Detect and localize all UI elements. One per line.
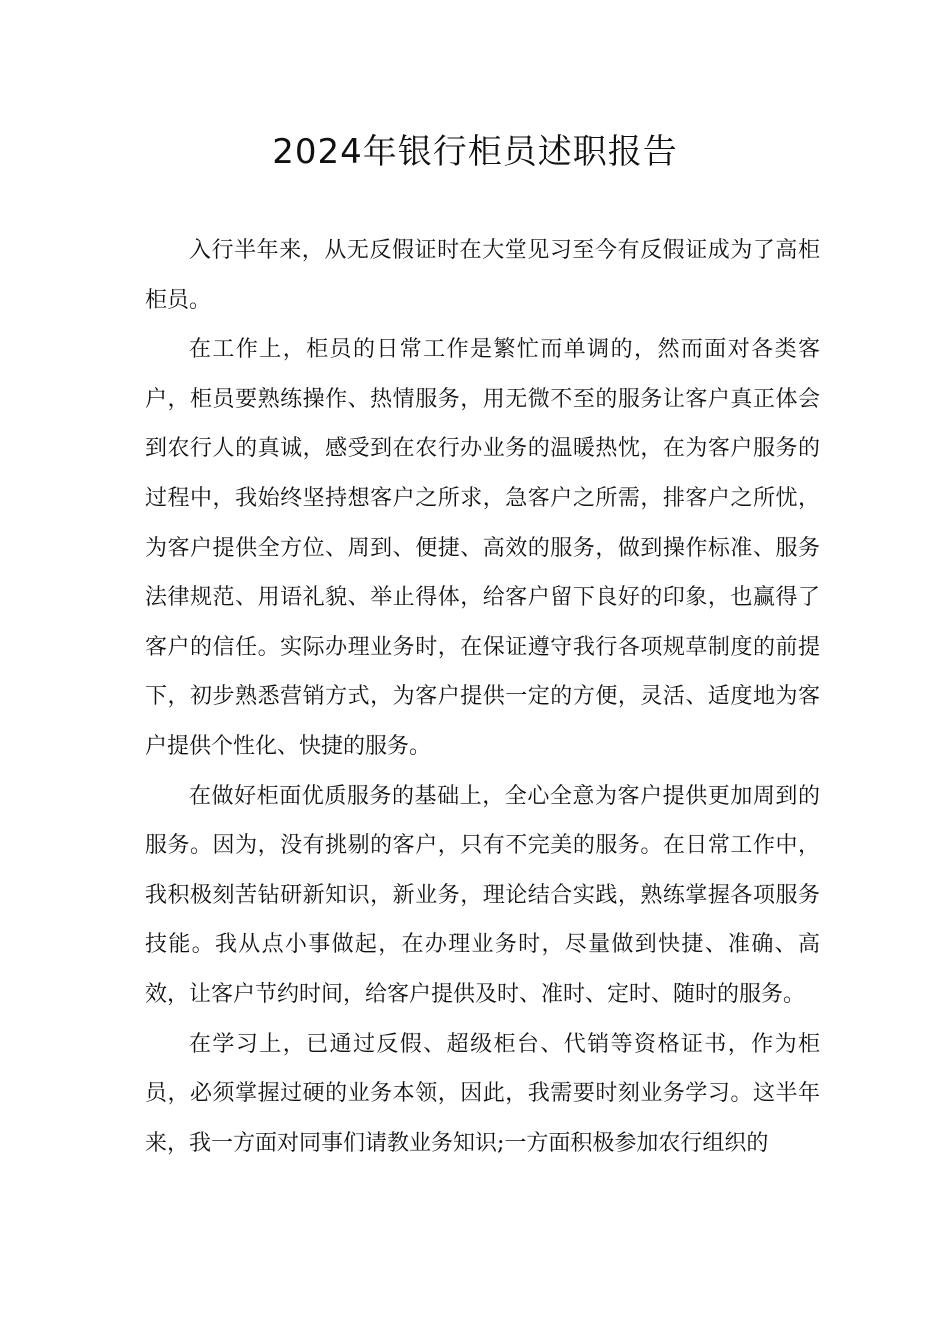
paragraph-intro: 入行半年来，从无反假证时在大堂见习至今有反假证成为了高柜柜员。 xyxy=(145,238,820,313)
document-body xyxy=(145,226,820,1168)
paragraph-service: 在做好柜面优质服务的基础上，全心全意为客户提供更加周到的服务。因为，没有挑剔的客户，只有不完美的服务。在日常工作中，我积极刻苦钻研新知识，新业务，理论结合实践，熟练掌握各项服务技能。我从点小事做起，在办理业务时，尽量做到快捷、准确、高效，让客户节约时间，给客户提供及时、准时、定时、随时的服务。 xyxy=(145,783,820,1007)
paragraph-work: 在工作上，柜员的日常工作是繁忙而单调的，然而面对各类客户，柜员要熟练操作、热情服务，用无微不至的服务让客户真正体会到农行人的真诚，感受到在农行办业务的温暖热忱，在为客户服务的过程中，我始终坚持想客户之所求，急客户之所需，排客户之所忧，为客户提供全方位、周到、便捷、高效的服务，做到操作标准、服务法律规范、用语礼貌、举止得体，给客户留下良好的印象，也赢得了客户的信任。实际办理业务时，在保证遵守我行各项规草制度的前提下，初步熟悉营销方式，为客户提供一定的方便，灵活、适度地为客户提供个性化、快捷的服务。 xyxy=(145,337,820,759)
document-title: 2024年银行柜员述职报告 xyxy=(272,132,678,172)
paragraph-study: 在学习上，已通过反假、超级柜台、代销等资格证书，作为柜员，必须掌握过硬的业务本领，因此，我需要时刻业务学习。这半年来，我一方面对同事们请教业务知识;一方面积极参加农行组织的 xyxy=(145,1031,820,1156)
